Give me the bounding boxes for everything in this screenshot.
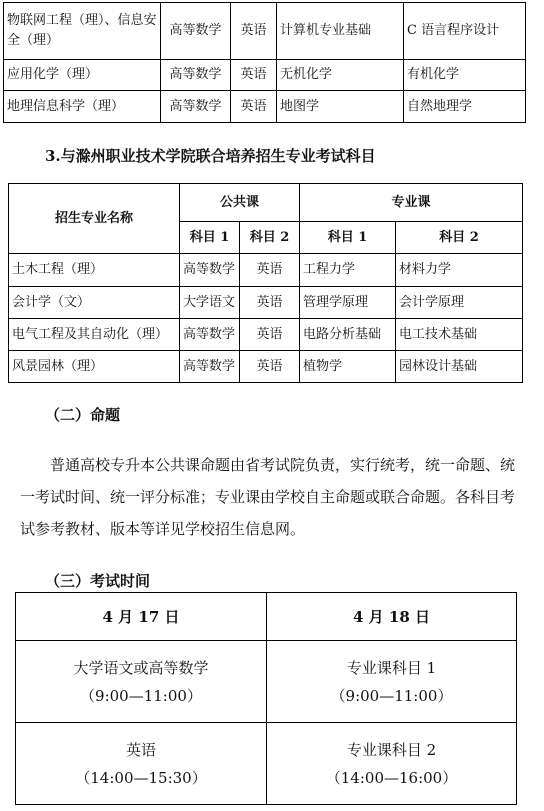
- header-subject-2: 科目 2: [396, 222, 523, 254]
- cell-subject: 英语: [240, 319, 300, 351]
- cell-subject: 高等数学: [180, 319, 240, 351]
- cell-subject: 高等数学: [180, 254, 240, 287]
- table-row: [9, 287, 523, 319]
- schedule-subject: 大学语文或高等数学: [73, 658, 209, 677]
- schedule-time: （9:00—11:00）: [80, 686, 202, 705]
- cell-major: 土木工程（理）: [9, 254, 180, 287]
- schedule-subject: 英语: [125, 740, 156, 759]
- cell-major: 风景园林（理）: [9, 351, 180, 383]
- cell-subject: 高等数学: [180, 351, 240, 383]
- cell-subject: 自然地理学: [404, 91, 526, 123]
- cell-subject: 植物学: [300, 351, 396, 383]
- cell-subject: 有机化学: [404, 60, 526, 91]
- table-row: [16, 641, 517, 723]
- day-2-header: 4 月 18 日: [267, 593, 517, 641]
- part-3-title: （三）考试时间: [45, 572, 151, 590]
- header-subject-2: 科目 2: [240, 222, 300, 254]
- part-2-paragraph: [20, 449, 526, 545]
- cell-subject: 大学语文: [180, 287, 240, 319]
- joint-program-subjects-table: [8, 183, 523, 383]
- cell-subject: 材料力学: [396, 254, 523, 287]
- table-row: [9, 319, 523, 351]
- cell-subject: 无机化学: [277, 60, 404, 91]
- cell-subject: 电路分析基础: [300, 319, 396, 351]
- header-subject-1: 科目 1: [180, 222, 240, 254]
- table-header-row: [9, 184, 523, 222]
- cell-major: 物联网工程（理）、信息安全（理）: [4, 3, 161, 60]
- cell-subject: 英语: [240, 287, 300, 319]
- schedule-time: （14:00—16:00）: [325, 768, 458, 787]
- exam-schedule-table: [15, 592, 517, 805]
- header-major-courses: 专业课: [300, 184, 523, 222]
- cell-subject: 地图学: [277, 91, 404, 123]
- cell-subject: 高等数学: [161, 91, 231, 123]
- table-row: [16, 723, 517, 805]
- cell-subject: 工程力学: [300, 254, 396, 287]
- table-header-row: [16, 593, 517, 641]
- cell-subject: 英语: [231, 91, 277, 123]
- header-public-courses: 公共课: [180, 184, 300, 222]
- subjects-table-continued: [3, 2, 526, 123]
- table-row: [4, 60, 526, 91]
- cell-subject: 英语: [231, 60, 277, 91]
- table-row: [4, 91, 526, 123]
- header-major-name: 招生专业名称: [9, 184, 180, 254]
- schedule-subject: 专业课科目 2: [346, 740, 437, 759]
- header-subject-1: 科目 1: [300, 222, 396, 254]
- cell-major: 会计学（文）: [9, 287, 180, 319]
- cell-major: 电气工程及其自动化（理）: [9, 319, 180, 351]
- schedule-cell: [267, 641, 517, 723]
- cell-subject: 计算机专业基础: [277, 3, 404, 60]
- cell-major: 地理信息科学（理）: [4, 91, 161, 123]
- schedule-cell: [16, 723, 267, 805]
- cell-subject: 高等数学: [161, 60, 231, 91]
- cell-subject: 管理学原理: [300, 287, 396, 319]
- part-2-title: （二）命题: [45, 406, 121, 424]
- table-row: [4, 3, 526, 60]
- schedule-subject: 专业课科目 1: [346, 658, 437, 677]
- cell-subject: 英语: [240, 254, 300, 287]
- table-row: [9, 351, 523, 383]
- cell-subject: 会计学原理: [396, 287, 523, 319]
- cell-subject: 电工技术基础: [396, 319, 523, 351]
- paragraph-text: 普通高校专升本公共课命题由省考试院负责，实行统考，统一命题、统一考试时间、统一评分标准；专业课由学校自主命题或联合命题。各科目考试参考教材、版本等详见学校招生信息网。: [20, 456, 516, 538]
- cell-subject: 英语: [240, 351, 300, 383]
- cell-major: 应用化学（理）: [4, 60, 161, 91]
- schedule-time: （9:00—11:00）: [330, 686, 453, 705]
- cell-subject: 高等数学: [161, 3, 231, 60]
- table-row: [9, 254, 523, 287]
- schedule-time: （14:00—15:30）: [75, 768, 207, 787]
- schedule-cell: [16, 641, 267, 723]
- section-3-title: 3.与滁州职业技术学院联合培养招生专业考试科目: [45, 147, 376, 165]
- schedule-cell: [267, 723, 517, 805]
- cell-subject: 园林设计基础: [396, 351, 523, 383]
- cell-subject: C 语言程序设计: [404, 3, 526, 60]
- day-1-header: 4 月 17 日: [16, 593, 267, 641]
- cell-subject: 英语: [231, 3, 277, 60]
